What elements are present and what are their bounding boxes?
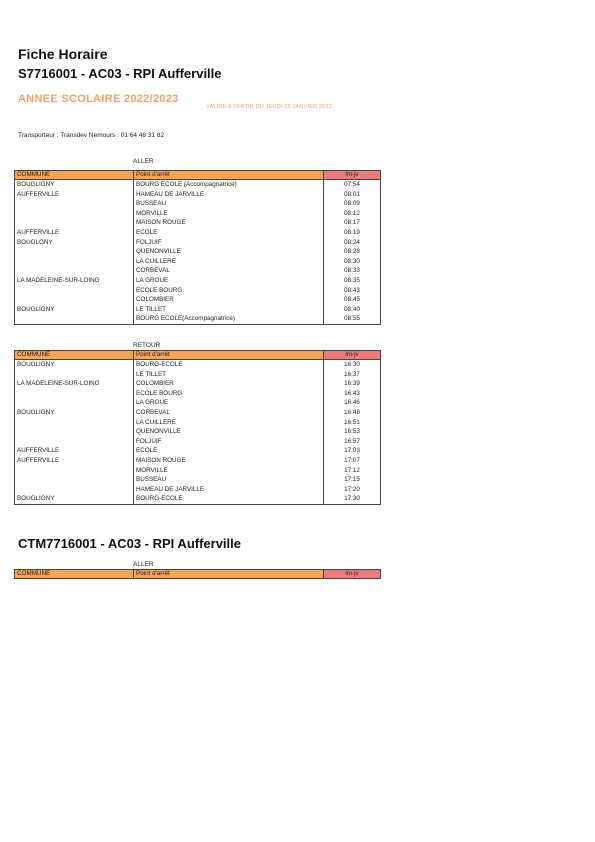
table-row xyxy=(15,228,381,238)
time-cell: 16:53 xyxy=(324,427,381,437)
commune-cell: BOUGLGNY xyxy=(15,238,134,248)
stop-cell: ECOLE BOURG xyxy=(134,389,324,399)
column-header-days: lm-jv xyxy=(324,570,381,579)
column-header-commune: COMMUNE xyxy=(15,351,134,360)
timetable-retour xyxy=(14,350,381,505)
time-cell: 08:45 xyxy=(324,295,381,305)
stop-cell: BUSSEAU xyxy=(134,199,324,209)
table-row xyxy=(15,485,381,495)
stop-cell: MAISON ROUGE xyxy=(134,218,324,228)
page-title: Fiche Horaire xyxy=(18,46,108,62)
table-row xyxy=(15,437,381,447)
column-header-stop: Point d'arrêt xyxy=(134,351,324,360)
time-cell: 16:39 xyxy=(324,379,381,389)
commune-cell: AUFFERVILLE xyxy=(15,456,134,466)
table-row xyxy=(15,360,381,370)
stop-cell: COLOMBIER xyxy=(134,379,324,389)
time-cell: 17:20 xyxy=(324,485,381,495)
column-header-days: lm-jv xyxy=(324,351,381,360)
commune-cell xyxy=(15,389,134,399)
table-row xyxy=(15,276,381,286)
commune-cell xyxy=(15,247,134,257)
column-header-stop: Point d'arrêt xyxy=(134,570,324,579)
section-label-aller: ALLER xyxy=(133,158,154,165)
time-cell: 08:17 xyxy=(324,218,381,228)
column-header-commune: COMMUNE xyxy=(15,171,134,180)
column-header-days: lm-jv xyxy=(324,171,381,180)
table-row xyxy=(15,418,381,428)
time-cell: 16:37 xyxy=(324,370,381,380)
table-row xyxy=(15,370,381,380)
stop-cell: ECOLE xyxy=(134,446,324,456)
commune-cell xyxy=(15,485,134,495)
stop-cell: LE TILLET xyxy=(134,305,324,315)
stop-cell: BOURG ECOLE(Accompagnatrice) xyxy=(134,314,324,324)
table-row xyxy=(15,218,381,228)
table-row xyxy=(15,427,381,437)
time-cell: 16:57 xyxy=(324,437,381,447)
time-cell: 16:43 xyxy=(324,389,381,399)
stop-cell: BUSSEAU xyxy=(134,475,324,485)
commune-cell xyxy=(15,398,134,408)
commune-cell: LA MADELEINE-SUR-LOING xyxy=(15,276,134,286)
stop-cell: FOLJUIF xyxy=(134,238,324,248)
column-header-stop: Point d'arrêt xyxy=(134,171,324,180)
time-cell: 08:43 xyxy=(324,286,381,296)
section-label-retour: RETOUR xyxy=(133,342,161,349)
line-title: S7716001 - AC03 - RPI Aufferville xyxy=(18,66,222,81)
time-cell: 17:07 xyxy=(324,456,381,466)
transporter-info: Transporteur : Transdev Nemours : 01 64 46 31 82 xyxy=(18,132,165,139)
time-cell: 07:54 xyxy=(324,180,381,190)
time-cell: 17:03 xyxy=(324,446,381,456)
table-row xyxy=(15,266,381,276)
time-cell: 16:48 xyxy=(324,408,381,418)
line-title-ctm: CTM7716001 - AC03 - RPI Aufferville xyxy=(18,536,241,551)
table-row xyxy=(15,247,381,257)
commune-cell xyxy=(15,286,134,296)
commune-cell: BOUGLIGNY xyxy=(15,180,134,190)
commune-cell: BOUGLIGNY xyxy=(15,494,134,504)
commune-cell: BOUGLIGNY xyxy=(15,408,134,418)
stop-cell: BOURG ECOLE (Accompagnatrice) xyxy=(134,180,324,190)
stop-cell: QUENONVILLE xyxy=(134,247,324,257)
commune-cell xyxy=(15,475,134,485)
commune-cell xyxy=(15,257,134,267)
table-row xyxy=(15,475,381,485)
time-cell: 08:28 xyxy=(324,247,381,257)
table-row xyxy=(15,446,381,456)
stop-cell: MAISON ROUGE xyxy=(134,456,324,466)
stop-cell: BOURG-ECOLE xyxy=(134,360,324,370)
table-row xyxy=(15,180,381,190)
time-cell: 08:12 xyxy=(324,209,381,219)
time-cell: 16:51 xyxy=(324,418,381,428)
time-cell: 16:46 xyxy=(324,398,381,408)
table-row xyxy=(15,199,381,209)
time-cell: 08:30 xyxy=(324,257,381,267)
stop-cell: CORBEVAL xyxy=(134,266,324,276)
commune-cell xyxy=(15,427,134,437)
commune-cell: BOUGLIGNY xyxy=(15,305,134,315)
commune-cell xyxy=(15,218,134,228)
commune-cell: AUFFERVILLE xyxy=(15,190,134,200)
commune-cell xyxy=(15,295,134,305)
table-row xyxy=(15,466,381,476)
table-row xyxy=(15,190,381,200)
stop-cell: BOURG-ECOLE xyxy=(134,494,324,504)
table-row xyxy=(15,305,381,315)
stop-cell: MORVILLE xyxy=(134,209,324,219)
table-row xyxy=(15,398,381,408)
time-cell: 08:40 xyxy=(324,305,381,315)
stop-cell: ECOLE xyxy=(134,228,324,238)
timetable-aller-ctm xyxy=(14,569,381,579)
time-cell: 17:12 xyxy=(324,466,381,476)
commune-cell xyxy=(15,199,134,209)
table-row xyxy=(15,257,381,267)
time-cell: 08:01 xyxy=(324,190,381,200)
time-cell: 08:35 xyxy=(324,276,381,286)
commune-cell xyxy=(15,466,134,476)
stop-cell: QUENONVILLE xyxy=(134,427,324,437)
table-row xyxy=(15,389,381,399)
stop-cell: LA CUILLERE xyxy=(134,257,324,267)
time-cell: 08:24 xyxy=(324,238,381,248)
time-cell: 08:55 xyxy=(324,314,381,324)
table-row xyxy=(15,295,381,305)
table-row xyxy=(15,238,381,248)
time-cell: 17:30 xyxy=(324,494,381,504)
stop-cell: LE TILLET xyxy=(134,370,324,380)
stop-cell: FOLJUIF xyxy=(134,437,324,447)
table-row xyxy=(15,456,381,466)
stop-cell: ECOLE BOURG xyxy=(134,286,324,296)
commune-cell xyxy=(15,370,134,380)
table-row xyxy=(15,314,381,324)
timetable-aller xyxy=(14,170,381,325)
stop-cell: LA GROUE xyxy=(134,276,324,286)
commune-cell xyxy=(15,418,134,428)
commune-cell: LA MADELEINE-SUR-LOING xyxy=(15,379,134,389)
stop-cell: HAMEAU DE JARVILLE xyxy=(134,190,324,200)
commune-cell xyxy=(15,209,134,219)
commune-cell xyxy=(15,314,134,324)
time-cell: 08:19 xyxy=(324,228,381,238)
table-row xyxy=(15,379,381,389)
school-year: ANNEE SCOLAIRE 2022/2023 xyxy=(18,93,179,105)
table-row xyxy=(15,408,381,418)
column-header-commune: COMMUNE xyxy=(15,570,134,579)
time-cell: 16:30 xyxy=(324,360,381,370)
commune-cell: AUFFERVILLE xyxy=(15,228,134,238)
commune-cell: AUFFERVILLE xyxy=(15,446,134,456)
time-cell: 08:33 xyxy=(324,266,381,276)
commune-cell xyxy=(15,266,134,276)
stop-cell: MORVILLE xyxy=(134,466,324,476)
table-row xyxy=(15,286,381,296)
time-cell: 08:09 xyxy=(324,199,381,209)
time-cell: 17:15 xyxy=(324,475,381,485)
table-row xyxy=(15,209,381,219)
section-label-aller-ctm: ALLER xyxy=(133,561,154,568)
stop-cell: LA CUILLERE xyxy=(134,418,324,428)
stop-cell: HAMEAU DE JARVILLE xyxy=(134,485,324,495)
table-row xyxy=(15,494,381,504)
stop-cell: LA GROUE xyxy=(134,398,324,408)
valid-from-note: VALIDE A PARTIR DU JEUDI 26 JANVIER 2023 xyxy=(206,104,332,110)
commune-cell: BOUGLIGNY xyxy=(15,360,134,370)
commune-cell xyxy=(15,437,134,447)
stop-cell: CORBEVAL xyxy=(134,408,324,418)
stop-cell: COLOMBIER xyxy=(134,295,324,305)
